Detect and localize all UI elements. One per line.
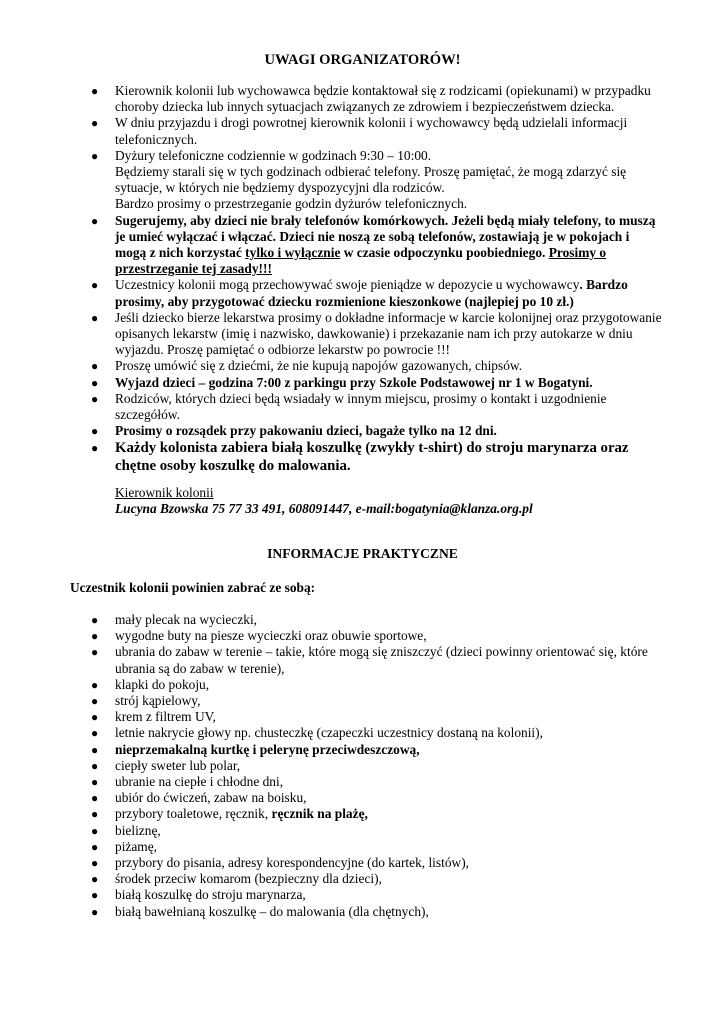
note-item xyxy=(70,423,662,439)
packing-item xyxy=(70,677,660,693)
note-item xyxy=(70,277,662,309)
note-item xyxy=(70,213,662,278)
packing-text: ręcznik na plażę, xyxy=(271,806,368,822)
bullet-icon: ● xyxy=(91,807,99,822)
packing-item xyxy=(70,612,660,628)
packing-text: krem z filtrem UV, xyxy=(115,709,216,725)
packing-text: letnie nakrycie głowy np. chusteczkę (czapeczki uczestnicy dostaną na kolonii), xyxy=(115,725,543,741)
note-item xyxy=(70,310,662,359)
bullet-icon: ● xyxy=(91,391,99,406)
bullet-icon: ● xyxy=(91,856,99,871)
bullet-icon: ● xyxy=(91,424,99,439)
bullet-icon: ● xyxy=(91,839,99,854)
bullet-icon: ● xyxy=(91,742,99,757)
packing-list xyxy=(70,612,660,920)
note-text: Prosimy o przestrzeganie tej zasady!!! xyxy=(115,245,607,277)
packing-text: ubiór do ćwiczeń, zabaw na boisku, xyxy=(115,790,307,806)
packing-item xyxy=(70,855,660,871)
note-text: Rodziców, których dzieci będą wsiadały w innym miejscu, prosimy o kontakt i uzgodnienie szczegółów. xyxy=(115,390,607,423)
signature-role: Kierownik kolonii xyxy=(115,485,214,500)
packing-item xyxy=(70,790,660,806)
packing-text: środek przeciw komarom (bezpieczny dla dzieci), xyxy=(115,871,382,887)
bullet-icon: ● xyxy=(91,148,99,163)
signature-block xyxy=(115,485,533,517)
bullet-icon: ● xyxy=(91,84,99,98)
bullet-icon: ● xyxy=(91,278,99,293)
organizers-notes-list xyxy=(70,83,662,475)
packing-item xyxy=(70,742,660,758)
packing-item xyxy=(70,871,660,887)
bullet-icon: ● xyxy=(91,116,99,131)
packing-text: mały plecak na wycieczki, xyxy=(115,612,258,627)
note-text: Proszę umówić się z dziećmi, że nie kupują napojów gazowanych, chipsów. xyxy=(115,358,523,374)
packing-text: przybory do pisania, adresy korespondencyjne (do kartek, listów), xyxy=(115,855,470,871)
note-item xyxy=(70,83,662,115)
packing-item xyxy=(70,806,660,822)
note-line: Dyżury telefoniczne codziennie w godzinach 9:30 – 10:00. xyxy=(115,147,432,163)
packing-text: bieliznę, xyxy=(115,822,161,838)
bullet-icon: ● xyxy=(91,726,99,741)
bullet-icon: ● xyxy=(91,359,99,374)
packing-item xyxy=(70,725,660,741)
note-text: tylko i wyłącznie xyxy=(245,245,341,261)
bullet-icon: ● xyxy=(91,775,99,790)
organizers-notes-heading: UWAGI ORGANIZATORÓW! xyxy=(264,52,461,68)
note-text: Wyjazd dzieci – godzina 7:00 z parkingu przy Szkole Podstawowej nr 1 w Bogatyni. xyxy=(115,374,593,390)
bullet-icon: ● xyxy=(91,310,99,325)
packing-item xyxy=(70,887,660,903)
bullet-icon: ● xyxy=(91,791,99,806)
bullet-icon: ● xyxy=(91,710,99,725)
packing-text: wygodne buty na piesze wycieczki oraz obuwie sportowe, xyxy=(115,628,427,644)
bullet-icon: ● xyxy=(91,677,99,692)
packing-item xyxy=(70,904,660,920)
bullet-icon: ● xyxy=(91,888,99,903)
packing-item xyxy=(70,709,660,725)
note-item xyxy=(70,375,662,391)
note-text: Uczestnicy kolonii mogą przechowywać swoje pieniądze w depozycie u wychowawcy xyxy=(115,277,580,293)
bullet-icon: ● xyxy=(91,758,99,773)
packing-text: ubrania do zabaw w terenie – takie, które mogą się zniszczyć (dzieci powinny orientować się, które ubrania są do zabaw w terenie), xyxy=(115,644,648,676)
packing-intro: Uczestnik kolonii powinien zabrać ze sobą: xyxy=(70,580,316,595)
note-line: Bardzo prosimy o przestrzeganie godzin dyżurów telefonicznych. xyxy=(115,196,468,212)
packing-item xyxy=(70,628,660,644)
packing-item xyxy=(70,644,660,676)
note-item xyxy=(70,391,662,423)
bullet-icon: ● xyxy=(91,872,99,887)
note-text: Kierownik kolonii lub wychowawca będzie kontaktował się z rodzicami (opiekunami) w przypadku choroby dziecka lub innych sytuacjach związanych ze zdrowiem i bezpieczeństwem dziecka. xyxy=(115,83,651,115)
note-line: Będziemy starali się w tych godzinach odbierać telefony. Proszę pamiętać, że mogą zdarzyć się sytuacje, w których nie będziemy dyspozycyjni dla rodziców. xyxy=(115,164,627,196)
bullet-icon: ● xyxy=(91,441,99,456)
note-text: Sugerujemy, aby dzieci nie brały telefonów komórkowych. Jeżeli będą miały telefony, to muszą je umieć wyłączać i włączać. Dzieci nie noszą ze sobą telefonów, zostawiają je w pokojach i mogą z nich korzystać xyxy=(115,212,656,261)
note-text: w czasie odpoczynku poobiedniego. xyxy=(340,245,549,261)
note-item xyxy=(70,148,662,213)
bullet-icon: ● xyxy=(91,629,99,644)
packing-item xyxy=(70,693,660,709)
note-text: Każdy kolonista zabiera białą koszulkę (zwykły t-shirt) do stroju marynarza oraz chętne osoby koszulkę do malowania. xyxy=(115,440,629,475)
note-text: . Bardzo prosimy, aby przygotować dziecku rozmienione kieszonkowe (najlepiej po 10 zł.) xyxy=(115,277,628,309)
packing-text: ubranie na ciepłe i chłodne dni, xyxy=(115,774,284,790)
bullet-icon: ● xyxy=(91,645,99,660)
packing-text: strój kąpielowy, xyxy=(115,693,201,709)
packing-text: białą bawełnianą koszulkę – do malowania (dla chętnych), xyxy=(115,903,429,919)
packing-text: ciepły sweter lub polar, xyxy=(115,757,241,773)
note-item xyxy=(70,358,662,374)
bullet-icon: ● xyxy=(91,613,99,627)
bullet-icon: ● xyxy=(91,213,99,228)
bullet-icon: ● xyxy=(91,694,99,709)
note-item xyxy=(70,439,662,475)
packing-item xyxy=(70,823,660,839)
note-item xyxy=(70,115,662,147)
packing-item xyxy=(70,774,660,790)
signature-contact: Lucyna Bzowska 75 77 33 491, 608091447, e-mail:bogatynia@klanza.org.pl xyxy=(115,501,533,517)
bullet-icon: ● xyxy=(91,904,99,919)
note-text: Prosimy o rozsądek przy pakowaniu dzieci, bagaże tylko na 12 dni. xyxy=(115,423,497,439)
packing-text: przybory toaletowe, ręcznik, xyxy=(115,806,272,822)
note-text: W dniu przyjazdu i drogi powrotnej kierownik kolonii i wychowawcy będą udzielali informacji telefonicznych. xyxy=(115,115,628,147)
packing-text: białą koszulkę do stroju marynarza, xyxy=(115,887,306,903)
bullet-icon: ● xyxy=(91,375,99,390)
packing-text: nieprzemakalną kurtkę i pelerynę przeciwdeszczową, xyxy=(115,741,420,757)
packing-text: klapki do pokoju, xyxy=(115,676,210,692)
note-text: Jeśli dziecko bierze lekarstwa prosimy o dokładne informacje w karcie kolonijnej oraz przygotowanie opisanych lekarstw (imię i nazwisko, dawkowanie) i przekazanie nam ich przy autokarze w dniu wyjazdu. Proszę pamiętać o odbiorze lekarstw po powrocie !!! xyxy=(115,309,662,358)
practical-info-heading: INFORMACJE PRAKTYCZNE xyxy=(267,546,458,561)
packing-item xyxy=(70,758,660,774)
bullet-icon: ● xyxy=(91,823,99,838)
packing-item xyxy=(70,839,660,855)
packing-text: piżamę, xyxy=(115,838,158,854)
